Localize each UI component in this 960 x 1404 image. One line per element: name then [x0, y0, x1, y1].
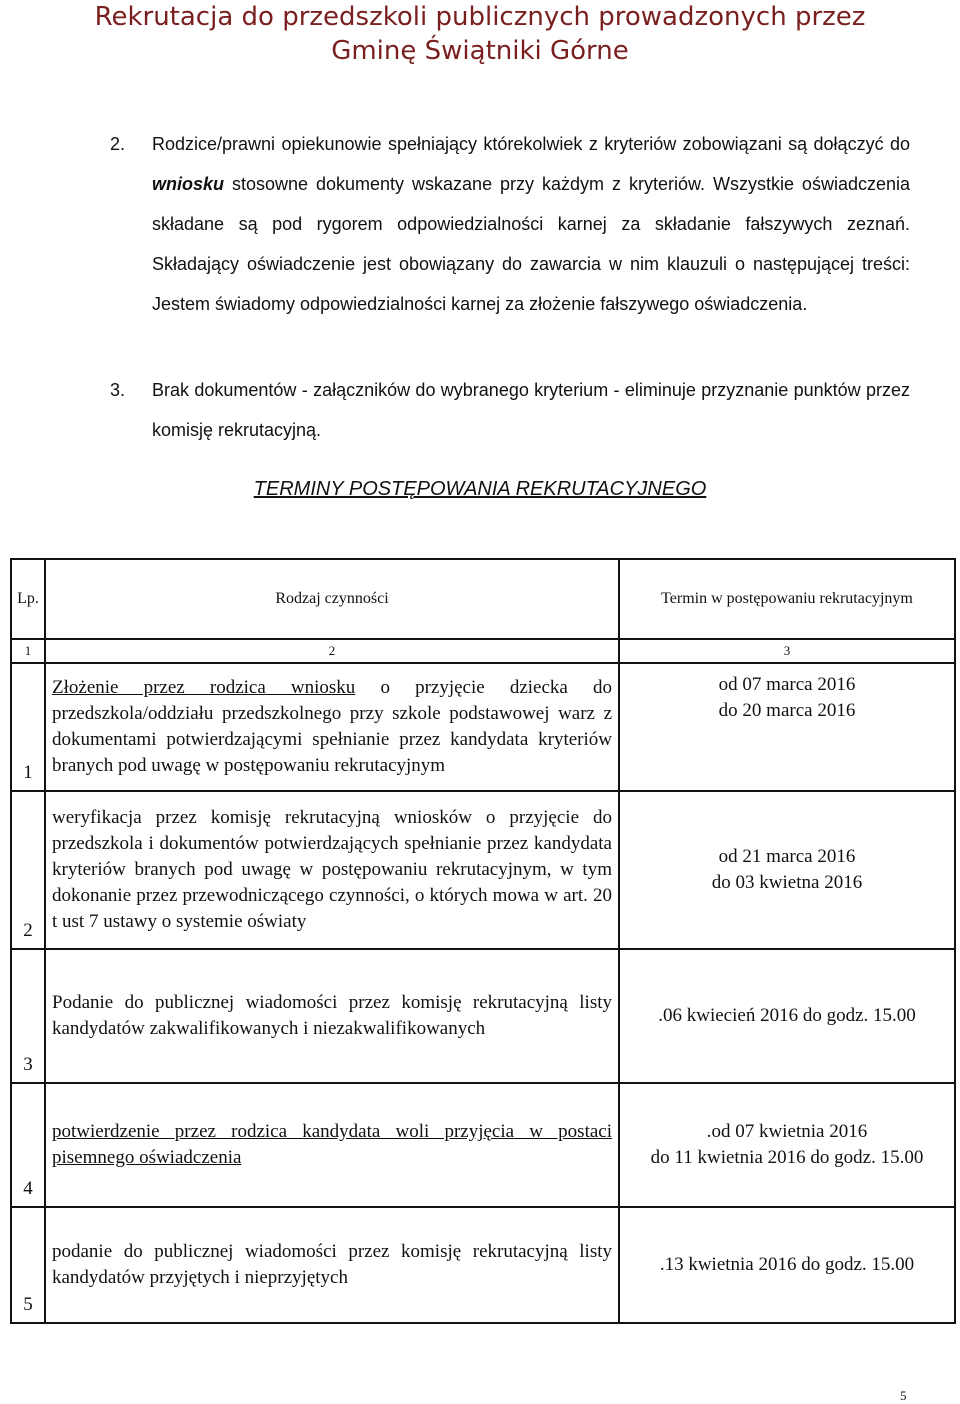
- paragraph-3: [110, 370, 910, 450]
- row-activity: podanie do publicznej wiadomości przez komisję rekrutacyjną listy kandydatów przyjętych i nieprzyjętych: [45, 1207, 619, 1323]
- index-1: 1: [11, 639, 45, 663]
- header-term: Termin w postępowaniu rekrutacyjnym: [619, 559, 955, 639]
- paragraph-2-text: [152, 124, 910, 324]
- index-3: 3: [619, 639, 955, 663]
- term-line-1: .13 kwietnia 2016 do godz. 15.00: [659, 1254, 915, 1275]
- term-line-1: od 07 marca 2016: [718, 674, 856, 695]
- term-line-1: .06 kwiecień 2016 do godz. 15.00: [658, 1005, 916, 1026]
- row-activity: weryfikacja przez komisję rekrutacyjną wniosków o przyjęcie do przedszkola i dokumentów potwierdzających spełnianie przez kandydata kryteriów branych pod uwagę w postępowaniu rekrutacyjnym, w tym dokonanie przez przewodniczącego czynności, o których mowa w art. 20 t ust 7 ustawy o systemie oświaty: [45, 791, 619, 949]
- paragraph-3-text: Brak dokumentów - załączników do wybranego kryterium - eliminuje przyznanie punktów przez komisję rekrutacyjną.: [152, 380, 910, 440]
- term-line-1: od 21 marca 2016: [718, 846, 856, 867]
- header-lp: Lp.: [11, 559, 45, 639]
- table-row: [11, 949, 955, 1083]
- schedule-table: [10, 558, 956, 1324]
- activity-underlined: potwierdzenie przez rodzica kandydata woli przyjęcia w postaci pisemnego oświadczenia: [52, 1121, 612, 1168]
- row-activity: Podanie do publicznej wiadomości przez komisję rekrutacyjną listy kandydatów zakwalifikowanych i niezakwalifikowanych: [45, 949, 619, 1083]
- row-activity: [45, 663, 619, 791]
- row-number: 1: [11, 663, 45, 791]
- row-number: 4: [11, 1083, 45, 1207]
- row-number: 3: [11, 949, 45, 1083]
- row-term: [619, 949, 955, 1083]
- table-header-row: [11, 559, 955, 639]
- activity-underlined: Złożenie przez rodzica wniosku: [52, 677, 356, 698]
- row-activity: [45, 1083, 619, 1207]
- row-term: [619, 1207, 955, 1323]
- row-term: [619, 1083, 955, 1207]
- document-title: [0, 0, 960, 68]
- term-line-2: do 03 kwietna 2016: [711, 872, 863, 893]
- row-number: 5: [11, 1207, 45, 1323]
- row-term: [619, 791, 955, 949]
- table-row: [11, 1083, 955, 1207]
- activity-rest: o przyjęcie dziecka do przedszkola/oddziału przedszkolnego przy szkole podstawowej warz z dokumentami potwierdzającymi spełnianie przez kandydata kryteriów branych pod uwagę w postępowaniu rekrutacyjnym: [52, 677, 612, 776]
- emphasis-wniosku: wniosku: [152, 174, 225, 194]
- paragraph-2-text-end: stosowne dokumenty wskazane przy każdym z kryteriów. Wszystkie oświadczenia składane są pod rygorem odpowiedzialności karnej za składanie fałszywych zeznań. Składający oświadczenie jest obowiązany do zawarcia w nim klauzuli o następującej treści: Jestem świadomy odpowiedzialności karnej za złożenie fałszywego oświadczenia.: [152, 174, 910, 314]
- table-row: [11, 663, 955, 791]
- term-line-2: do 20 marca 2016: [718, 700, 856, 721]
- table-row: [11, 791, 955, 949]
- table-row: [11, 1207, 955, 1323]
- paragraph-2-number: 2.: [110, 134, 126, 154]
- title-line-2: Gminę Świątniki Górne: [331, 36, 629, 66]
- paragraph-3-number: 3.: [110, 380, 126, 400]
- title-line-1: Rekrutacja do przedszkoli publicznych prowadzonych przez: [94, 2, 866, 32]
- page-number: 5: [900, 1388, 907, 1403]
- paragraph-2-text-start: Rodzice/prawni opiekunowie spełniający którekolwiek z kryteriów zobowiązani są dołączyć do: [152, 134, 910, 154]
- term-line-1: .od 07 kwietnia 2016: [706, 1121, 868, 1142]
- table-index-row: [11, 639, 955, 663]
- header-activity: Rodzaj czynności: [45, 559, 619, 639]
- term-line-2: do 11 kwietnia 2016 do godz. 15.00: [650, 1147, 924, 1168]
- index-2: 2: [45, 639, 619, 663]
- row-term: [619, 663, 955, 791]
- paragraph-2: [110, 124, 910, 324]
- row-number: 2: [11, 791, 45, 949]
- section-heading: TERMINY POSTĘPOWANIA REKRUTACYJNEGO: [253, 478, 707, 500]
